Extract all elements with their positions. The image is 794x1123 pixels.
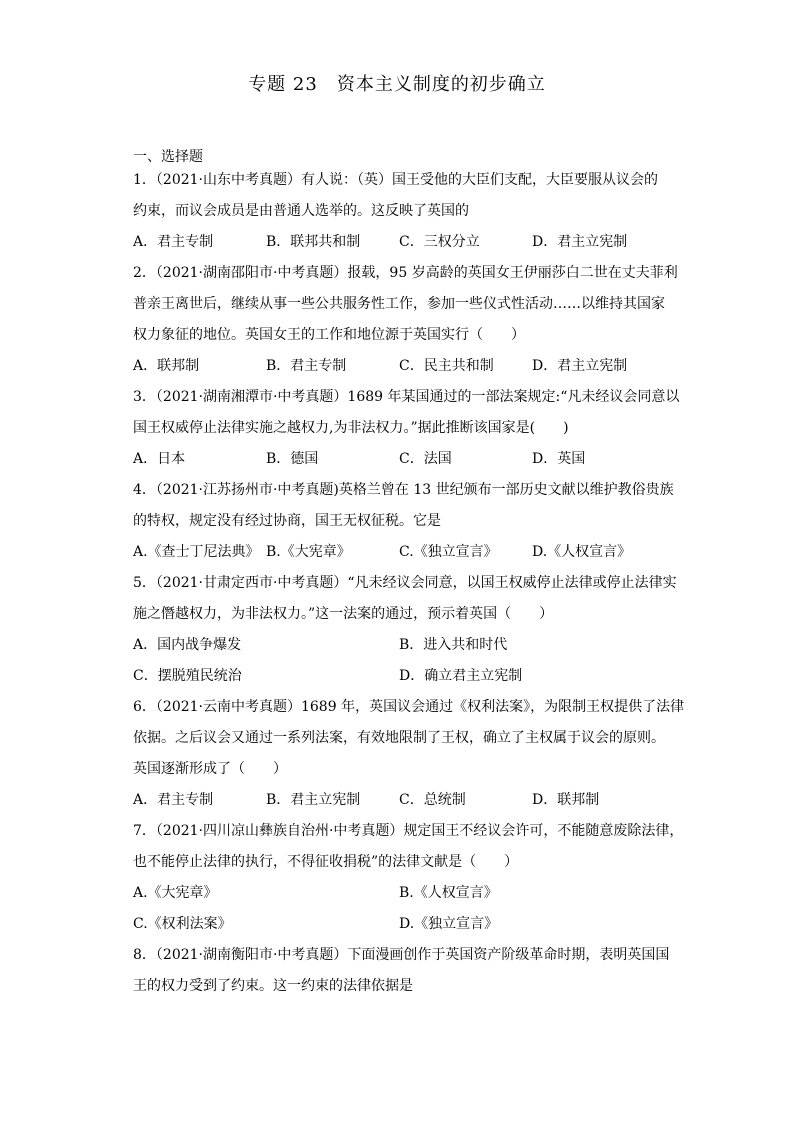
answer-option: A．日本 [133, 451, 186, 467]
answer-option: B．德国 [266, 451, 319, 467]
question-text-line: 3．（2021·湖南湘潭市·中考真题）1689 年某国通过的一部法案规定:“凡未经议会同意以 [133, 389, 680, 405]
document-title: 专题 23 资本主义制度的初步确立 [248, 74, 546, 95]
answer-option: A.《查士丁尼法典》 [133, 544, 260, 560]
question-text-line: 国王权威停止法律实施之越权力,为非法权力。”据此推断该国家是( ) [133, 420, 569, 436]
question-2 [133, 262, 678, 386]
question-text-line: 8．（2021·湖南衡阳市·中考真题）下面漫画创作于英国资产阶级革命时期，表明英国国 [133, 947, 670, 963]
answer-option: A.《大宪章》 [133, 885, 218, 901]
option-row [133, 882, 665, 913]
question-3 [133, 386, 680, 479]
answer-option: C．摆脱殖民统治 [133, 668, 242, 684]
question-text-line: 也不能停止法律的执行，不得征收捐税”的法律文献是（ ） [133, 854, 519, 870]
question-text-line: 7．（2021·四川凉山彝族自治州·中考真题）规定国王不经议会许可，不能随意废除法律， [133, 823, 684, 839]
question-8 [133, 944, 670, 1006]
question-text-line: 4．（2021·江苏扬州市·中考真题)英格兰曾在 13 世纪颁布一部历史文献以维护教俗贵族 [133, 482, 674, 498]
answer-option: A．国内战争爆发 [133, 637, 242, 653]
option-row [133, 913, 665, 944]
option-row [133, 355, 665, 386]
option-row [133, 665, 665, 696]
question-5 [133, 572, 677, 696]
question-text-line: 权力象征的地位。英国女王的工作和地位源于英国实行（ ） [133, 327, 525, 343]
option-row [133, 789, 665, 820]
answer-option: C.《权利法案》 [133, 916, 232, 932]
answer-option: B.《大宪章》 [266, 544, 351, 560]
answer-option: D．君主立宪制 [532, 358, 628, 374]
answer-option: C．民主共和制 [399, 358, 494, 374]
answer-option: C．总统制 [399, 792, 466, 808]
option-row [133, 231, 665, 262]
answer-option: C．三权分立 [399, 234, 480, 250]
question-4 [133, 479, 674, 572]
section-heading: 一、选择题 [133, 149, 203, 165]
question-1 [133, 169, 665, 262]
question-text-line: 英国逐渐形成了（ ） [133, 761, 287, 777]
question-text-line: 王的权力受到了约束。这一约束的法律依据是 [133, 978, 413, 994]
question-text-line: 施之僭越权力，为非法权力。”这一法案的通过，预示着英国（ ） [133, 606, 554, 622]
option-row [133, 541, 665, 572]
answer-option: D.《独立宣言》 [399, 916, 499, 932]
question-text-line: 2．（2021·湖南邵阳市·中考真题）报载，95 岁高龄的英国女王伊丽莎白二世在丈夫菲利 [133, 265, 678, 281]
answer-option: B.《人权宣言》 [399, 885, 498, 901]
question-list [133, 169, 685, 1006]
answer-option: B．君主专制 [266, 358, 347, 374]
answer-option: A．君主专制 [133, 234, 214, 250]
answer-option: C．法国 [399, 451, 452, 467]
option-row [133, 448, 665, 479]
question-text-line: 约束，而议会成员是由普通人选举的。这反映了英国的 [133, 203, 469, 219]
question-6 [133, 696, 685, 820]
question-text-line: 依据。之后议会又通过一系列法案，有效地限制了王权，确立了主权属于议会的原则。 [133, 730, 665, 746]
answer-option: D.《人权宣言》 [532, 544, 632, 560]
answer-option: C.《独立宣言》 [399, 544, 498, 560]
answer-option: D．英国 [532, 451, 586, 467]
question-text-line: 6．（2021·云南中考真题）1689 年，英国议会通过《权利法案》，为限制王权提供了法律 [133, 699, 685, 715]
answer-option: A．君主专制 [133, 792, 214, 808]
answer-option: A．联邦制 [133, 358, 200, 374]
answer-option: D．联邦制 [532, 792, 600, 808]
answer-option: B．进入共和时代 [399, 637, 508, 653]
answer-option: D．确立君主立宪制 [399, 668, 523, 684]
question-text-line: 5．（2021·甘肃定西市·中考真题）“凡未经议会同意，以国王权威停止法律或停止法律实 [133, 575, 677, 591]
option-row [133, 634, 665, 665]
question-text-line: 的特权，规定没有经过协商，国王无权征税。它是 [133, 513, 441, 529]
answer-option: B．君主立宪制 [266, 792, 361, 808]
answer-option: B．联邦共和制 [266, 234, 361, 250]
question-7 [133, 820, 684, 944]
question-text-line: 1．（2021·山东中考真题）有人说：（英）国王受他的大臣们支配，大臣要服从议会的 [133, 172, 658, 188]
question-text-line: 普亲王离世后，继续从事一些公共服务性工作，参加一些仪式性活动……以维持其国家 [133, 296, 665, 312]
answer-option: D．君主立宪制 [532, 234, 628, 250]
